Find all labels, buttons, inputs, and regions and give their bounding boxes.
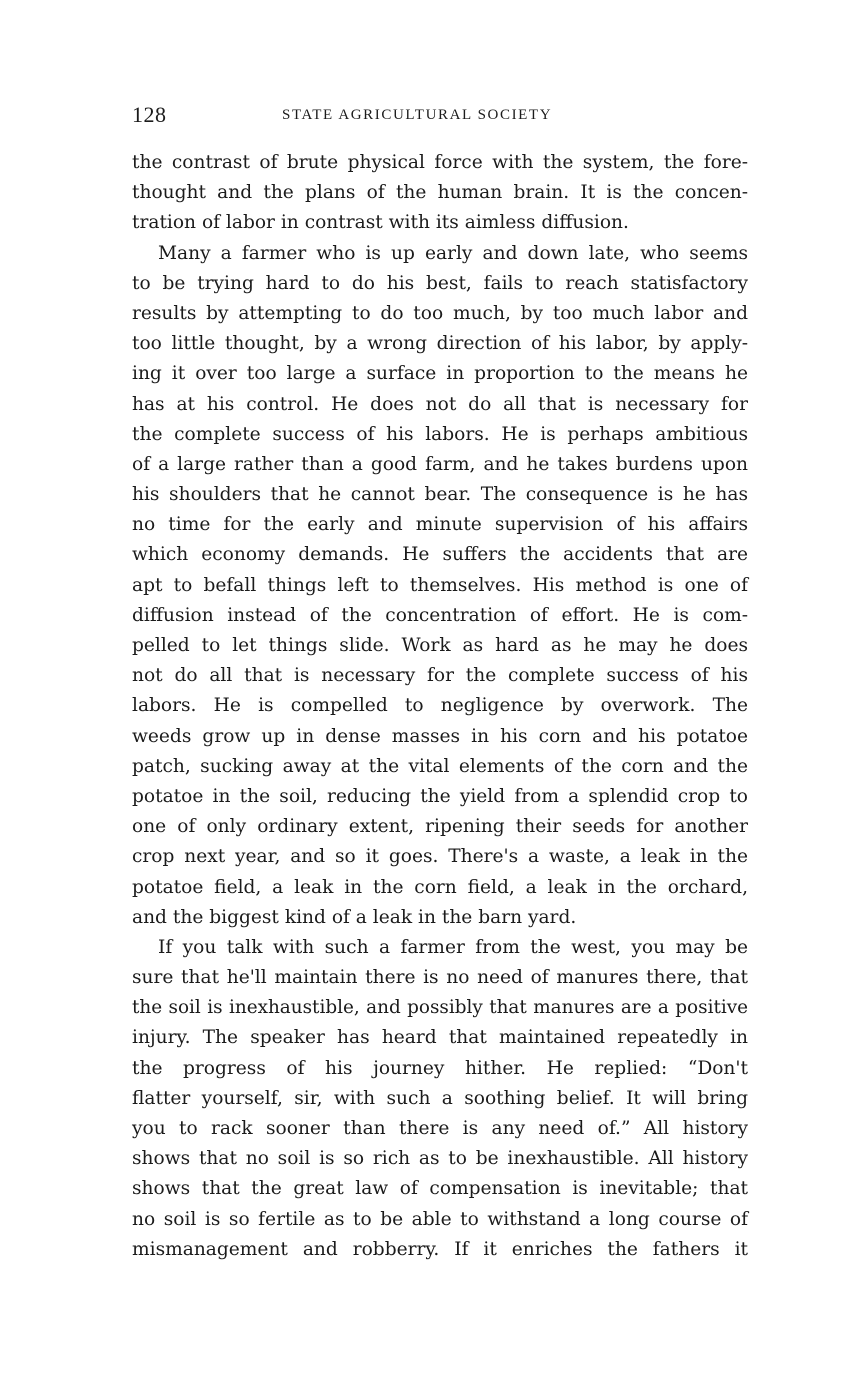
paragraph-2 [132, 239, 748, 933]
text-line: sure that he'll maintain there is no need of manures there, that [132, 967, 748, 989]
text-line: and the biggest kind of a leak in the barn yard. [132, 906, 577, 928]
text-line: which economy demands. He suffers the accidents that are [132, 544, 748, 566]
text-line: labors. He is compelled to negligence by overwork. The [132, 695, 748, 717]
text-line: ing it over too large a surface in proportion to the means he [132, 363, 748, 385]
text-line: his shoulders that he cannot bear. The consequence is he has [132, 484, 748, 506]
text-line: Many a farmer who is up early and down late, who seems [158, 242, 748, 264]
running-head: STATE AGRICULTURAL SOCIETY [282, 107, 553, 123]
text-line: you to rack sooner than there is any need of.” All history [132, 1118, 748, 1139]
paragraph-3 [132, 933, 748, 1265]
page-number: 128 [132, 102, 167, 127]
text-line: apt to befall things left to themselves. His method is one of [132, 574, 748, 596]
text-line: mismanagement and robberry. If it enriches the fathers it [132, 1238, 748, 1260]
text-line: not do all that is necessary for the complete success of his [132, 665, 748, 687]
text-line: shows that no soil is so rich as to be inexhaustible. All history [132, 1148, 748, 1170]
text-line: the contrast of brute physical force with the system, the fore- [132, 152, 748, 173]
text-line: the complete success of his labors. He is perhaps ambitious [132, 423, 748, 445]
text-line: the soil is inexhaustible, and possibly that manures are a positive [132, 997, 748, 1019]
body-text [132, 148, 748, 1265]
text-line: potatoe in the soil, reducing the yield from a splendid crop to [132, 785, 748, 807]
text-line: results by attempting to do too much, by too much labor and [132, 302, 748, 324]
page-header [132, 102, 748, 132]
text-line: tration of labor in contrast with its aimless diffusion. [132, 212, 629, 234]
text-line: patch, sucking away at the vital elements of the corn and the [132, 755, 748, 777]
text-line: pelled to let things slide. Work as hard as he may he does [132, 635, 748, 656]
text-line: no soil is so fertile as to be able to withstand a long course of [132, 1208, 748, 1230]
text-line: potatoe field, a leak in the corn field, a leak in the orchard, [132, 876, 748, 898]
text-line: the progress of his journey hither. He replied: “Don't [132, 1057, 748, 1079]
text-line: shows that the great law of compensation is inevitable; that [132, 1178, 748, 1200]
text-line: If you talk with such a farmer from the west, you may be [158, 936, 748, 958]
text-line: injury. The speaker has heard that maintained repeatedly in [132, 1027, 748, 1049]
text-line: has at his control. He does not do all that is necessary for [132, 393, 748, 415]
text-line: weeds grow up in dense masses in his corn and his potatoe [132, 725, 748, 747]
paragraph-1 [132, 148, 748, 239]
text-line: crop next year, and so it goes. There's a waste, a leak in the [132, 846, 748, 868]
text-line: of a large rather than a good farm, and he takes burdens upon [132, 453, 748, 475]
text-line: one of only ordinary extent, ripening their seeds for another [132, 816, 748, 838]
text-line: to be trying hard to do his best, fails to reach statisfactory [132, 272, 748, 294]
text-line: diffusion instead of the concentration of effort. He is com- [132, 604, 748, 626]
text-line: no time for the early and minute supervision of his affairs [132, 514, 748, 536]
text-line: too little thought, by a wrong direction of his labor, by apply- [132, 333, 748, 355]
text-line: thought and the plans of the human brain. It is the concen- [132, 182, 748, 204]
text-line: flatter yourself, sir, with such a soothing belief. It will bring [132, 1087, 748, 1109]
